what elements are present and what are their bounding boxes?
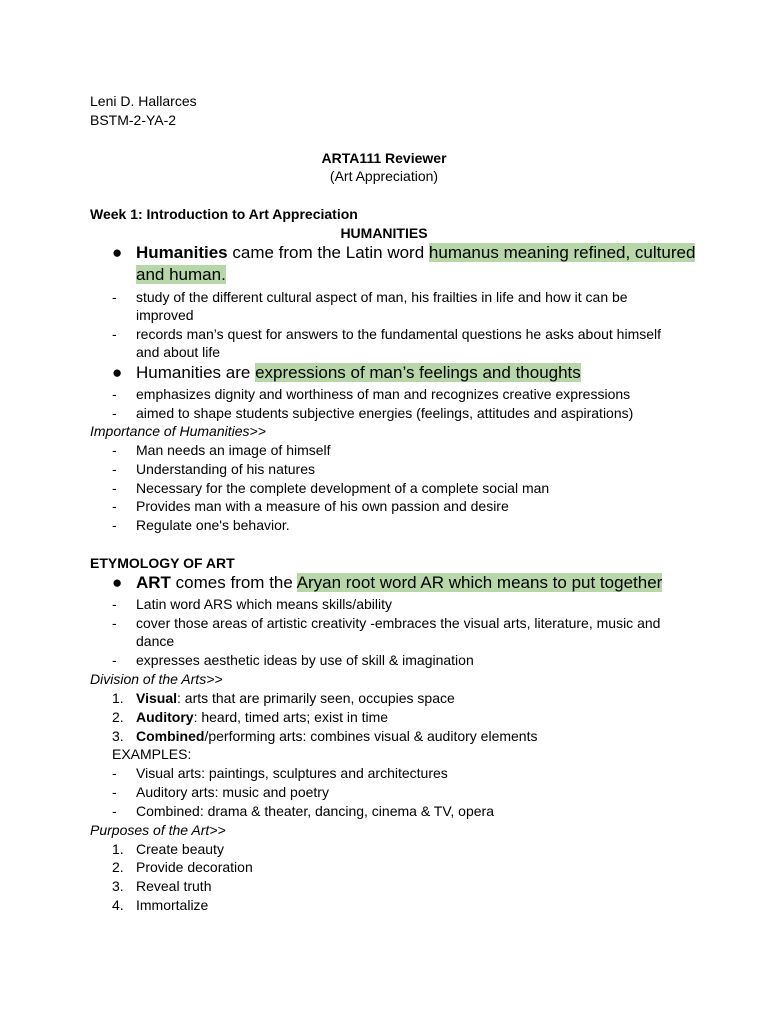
example-item: Auditory arts: music and poetry	[136, 784, 329, 800]
etymology-heading: ETYMOLOGY OF ART	[90, 555, 235, 571]
division-desc: /performing arts: combines visual & auditory elements	[204, 728, 538, 744]
list-number: 4.	[112, 897, 124, 913]
highlight: expressions of man’s feelings and thoughts	[255, 363, 581, 382]
list-item-cont: improved	[136, 307, 194, 323]
art-term: ART	[136, 573, 171, 592]
humanities-definition-line2	[136, 264, 226, 286]
purpose-item: Reveal truth	[136, 878, 212, 894]
humanities-expr-text: Humanities are	[136, 363, 256, 382]
dash-marker: -	[112, 480, 117, 496]
dash-marker: -	[112, 386, 117, 402]
author-name: Leni D. Hallarces	[90, 93, 197, 109]
division-item-visual	[136, 689, 455, 707]
humanities-definition-line1	[136, 242, 695, 264]
dash-marker: -	[112, 517, 117, 533]
bullet-dot: ●	[112, 363, 123, 382]
art-def-text: comes from the	[170, 573, 297, 592]
bullet-dot: ●	[112, 573, 123, 592]
section-code: BSTM-2-YA-2	[90, 112, 177, 128]
list-number: 3.	[112, 728, 124, 744]
list-item: expresses aesthetic ideas by use of skill & imagination	[136, 652, 474, 668]
dash-marker: -	[112, 442, 117, 458]
list-number: 1.	[112, 841, 124, 857]
dash-marker: -	[112, 289, 117, 305]
list-item-cont: and about life	[136, 344, 221, 360]
dash-marker: -	[112, 765, 117, 781]
list-item: emphasizes dignity and worthiness of man and recognizes creative expressions	[136, 386, 631, 402]
division-term: Combined	[136, 728, 205, 744]
importance-item: Understanding of his natures	[136, 461, 315, 477]
division-item-auditory	[136, 708, 388, 726]
importance-item: Necessary for the complete development of a complete social man	[136, 480, 550, 496]
list-item: study of the different cultural aspect of man, his frailties in life and how it can be	[136, 289, 628, 305]
dash-marker: -	[112, 596, 117, 612]
highlight: humanus meaning refined, cultured	[428, 243, 696, 262]
importance-item: Regulate one's behavior.	[136, 517, 290, 533]
division-desc: : arts that are primarily seen, occupies space	[177, 690, 455, 706]
purpose-item: Create beauty	[136, 841, 224, 857]
division-term: Auditory	[136, 709, 194, 725]
highlight: Aryan root word AR which means to put together	[296, 573, 663, 592]
doc-subtitle: (Art Appreciation)	[329, 168, 439, 184]
division-desc: : heard, timed arts; exist in time	[193, 709, 389, 725]
list-item: cover those areas of artistic creativity -embraces the visual arts, literature, music and	[136, 615, 661, 631]
week1-heading: Week 1: Introduction to Art Appreciation	[90, 206, 358, 222]
dash-marker: -	[112, 803, 117, 819]
dash-marker: -	[112, 498, 117, 514]
list-item: aimed to shape students subjective energies (feelings, attitudes and aspirations)	[136, 405, 634, 421]
highlight: and human.	[136, 265, 226, 284]
humanities-def-text: came from the Latin word	[227, 243, 429, 262]
importance-item: Man needs an image of himself	[136, 442, 331, 458]
dash-marker: -	[112, 615, 117, 631]
purpose-item: Immortalize	[136, 897, 209, 913]
dash-marker: -	[112, 405, 117, 421]
list-number: 2.	[112, 709, 124, 725]
list-item-cont: dance	[136, 633, 175, 649]
purposes-heading: Purposes of the Art>>	[90, 822, 226, 838]
humanities-expression-line	[136, 362, 581, 384]
importance-item: Provides man with a measure of his own passion and desire	[136, 498, 509, 514]
dash-marker: -	[112, 461, 117, 477]
humanities-heading: HUMANITIES	[340, 225, 428, 241]
humanities-term: Humanities	[136, 243, 228, 262]
doc-title: ARTA111 Reviewer	[321, 150, 447, 166]
purpose-item: Provide decoration	[136, 859, 253, 875]
importance-heading: Importance of Humanities>>	[90, 423, 266, 439]
division-item-combined	[136, 727, 538, 745]
example-item: Combined: drama & theater, dancing, cinema & TV, opera	[136, 803, 494, 819]
division-heading: Division of the Arts>>	[90, 671, 223, 687]
examples-label: EXAMPLES:	[112, 746, 192, 762]
list-number: 2.	[112, 859, 124, 875]
dash-marker: -	[112, 326, 117, 342]
list-item: records man’s quest for answers to the fundamental questions he asks about himself	[136, 326, 662, 342]
list-item: Latin word ARS which means skills/ability	[136, 596, 392, 612]
art-definition-line	[136, 572, 662, 594]
bullet-dot: ●	[112, 243, 123, 262]
list-number: 1.	[112, 690, 124, 706]
dash-marker: -	[112, 784, 117, 800]
dash-marker: -	[112, 652, 117, 668]
example-item: Visual arts: paintings, sculptures and architectures	[136, 765, 448, 781]
list-number: 3.	[112, 878, 124, 894]
division-term: Visual	[136, 690, 177, 706]
